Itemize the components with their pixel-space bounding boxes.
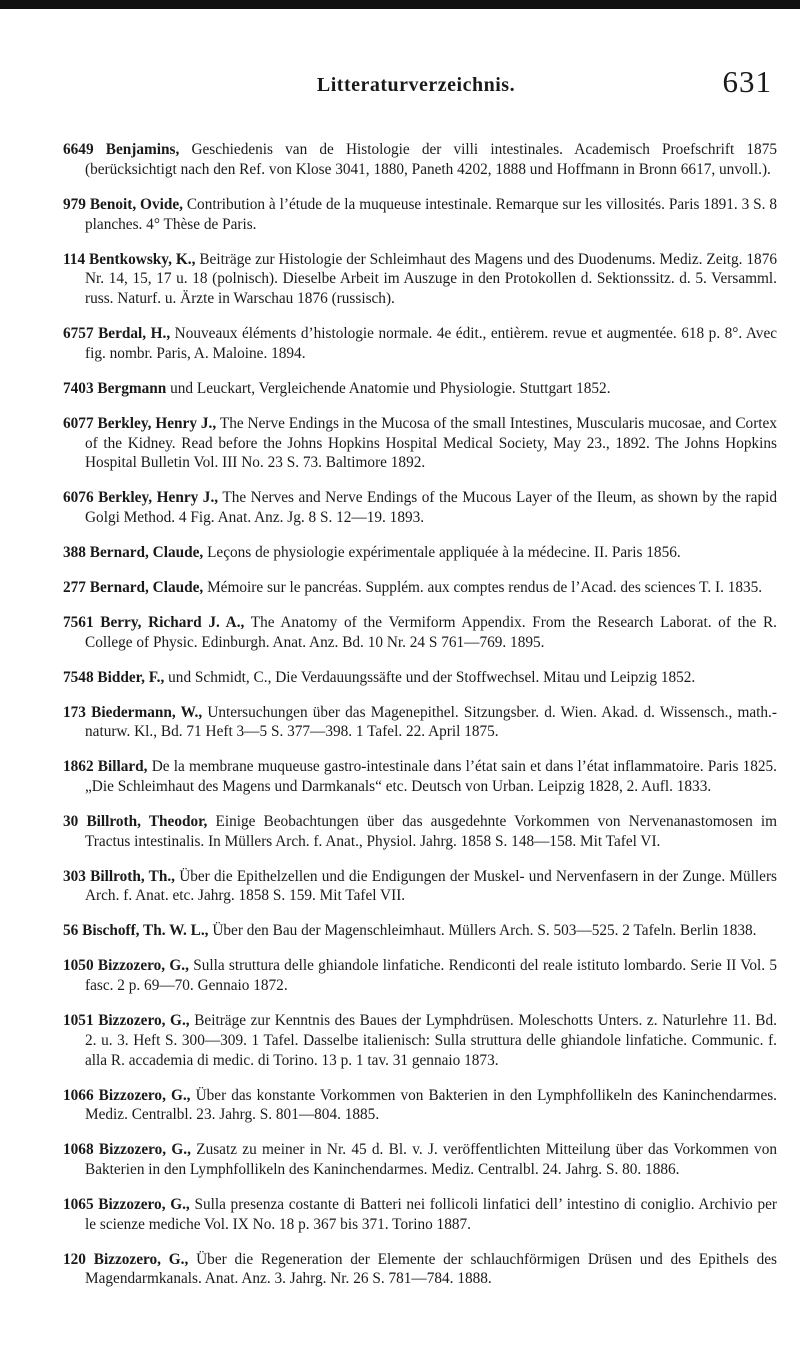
entry-author: Berkley, Henry J.,	[98, 489, 219, 507]
page-number: 631	[722, 64, 772, 99]
entry-text: The Nerve Endings in the Mucosa of the small Intestines, Muscularis mucosae, and Cortex of the Kidney. Read before the Johns Hopkins Hospital Medical Society, May 23., 1892. The Johns Hopkins Hospital Bulletin Vol. III No. 23 S. 73. Baltimore 1892.	[85, 414, 777, 472]
entry-text: Über das konstante Vorkommen von Bakterien in den Lymphfollikeln des Kaninchendarmes. Mediz. Centralbl. 23. Jahrg. S. 801—804. 1885.	[85, 1086, 778, 1124]
entry-text: Einige Beobachtungen über das ausgedehnte Vorkommen von Nervenanastomosen im Tractus intestinalis. In Müllers Arch. f. Anat., Physiol. Jahrg. 1858 S. 148—158. Mit Tafel VI.	[85, 813, 778, 850]
entry-number: 6649	[63, 141, 94, 159]
running-title: Litteraturverzeichnis.	[316, 74, 516, 96]
entry-author: Berkley, Henry J.,	[97, 414, 217, 432]
entry-text: Beiträge zur Kenntnis des Baues der Lymphdrüsen. Moleschotts Unters. z. Naturlehre 11. Bd. 2. u. 3. Heft S. 300—309. 1 Tafel. Dasselbe italienisch: Sulla struttura delle ghiandole linfatiche. Communic. f. alla R. accademia di medic. di Torino. 13 p. 1 tav. 31 gennaio 1873.	[85, 1012, 777, 1069]
page-header	[60, 64, 772, 112]
entry-text: und Leuckart, Vergleichende Anatomie und Physiologie. Stuttgart 1852.	[170, 379, 611, 397]
entry-text: Über den Bau der Magenschleimhaut. Müllers Arch. S. 503—525. 2 Tafeln. Berlin 1838.	[212, 922, 757, 940]
entry-number: 7548	[63, 668, 94, 686]
entry-text: Sulla presenza costante di Batteri nei follicoli linfatici dell’ intestino di coniglio. Archivio per le scienze mediche Vol. IX No. 18 p. 367 bis 371. Torino 1887.	[85, 1195, 778, 1233]
entry-author: Billroth, Th.,	[90, 867, 175, 885]
entry-author: Berry, Richard J. A.,	[100, 613, 245, 631]
entry-author: Bischoff, Th. W. L.,	[82, 922, 209, 940]
entry-author: Bernard, Claude,	[89, 578, 204, 596]
entry-author: Bentkowsky, K.,	[89, 250, 196, 268]
entry-text: Untersuchungen über das Magenepithel. Sitzungsber. d. Wien. Akad. d. Wissensch., math.-naturw. Kl., Bd. 71 Heft 3—5 S. 377—398. 1 Tafel. 22. April 1875.	[85, 703, 777, 741]
entry-author: Bizzozero, G.,	[98, 1086, 191, 1104]
entry-text: Sulla struttura delle ghiandole linfatiche. Rendiconti del reale istituto lombardo. Serie II Vol. 5 fasc. 2 p. 69—70. Gennaio 1872.	[85, 957, 778, 995]
bibliography-entry	[63, 1195, 777, 1234]
entry-author: Bidder, F.,	[97, 668, 165, 686]
entry-text: Nouveaux éléments d’histologie normale. 4e édit., entièrem. revue et augmentée. 618 p. 8°. Avec fig. nombr. Paris, A. Maloine. 1894.	[85, 325, 778, 362]
bibliography-entry	[63, 1140, 777, 1179]
entry-number: 979	[63, 196, 86, 213]
entry-number: 6077	[63, 414, 94, 432]
entry-text: Mémoire sur le pancréas. Supplém. aux comptes rendus de l’Acad. des sciences T. I. 1835.	[207, 578, 763, 596]
entry-number: 6757	[63, 325, 94, 343]
top-border	[0, 0, 800, 9]
entry-text: The Nerves and Nerve Endings of the Mucous Layer of the Ileum, as shown by the rapid Golgi Method. 4 Fig. Anat. Anz. Jg. 8 S. 12—19. 1893.	[85, 489, 777, 526]
bibliography-entry	[63, 668, 777, 688]
bibliography-entry	[63, 324, 777, 363]
bibliography-entry	[63, 703, 777, 742]
entry-number: 56	[63, 922, 79, 940]
entry-text: Geschiedenis van de Histologie der villi intestinales. Academisch Proefschrift 1875 (berücksichtigt nach den Ref. von Klose 3041, 1880, Paneth 4202, 1888 und Hoffmann in Bronn 6617, unvoll.).	[85, 141, 778, 178]
entry-text: Leçons de physiologie expérimentale appliquée à la médecine. II. Paris 1856.	[207, 543, 681, 561]
entry-author: Billroth, Theodor,	[86, 813, 208, 831]
entry-number: 7403	[63, 379, 94, 397]
bibliography-entry	[63, 1011, 777, 1070]
entry-text: und Schmidt, C., Die Verdauungssäfte und der Stoffwechsel. Mitau und Leipzig 1852.	[168, 668, 696, 686]
entry-text: Über die Epithelzellen und die Endigungen der Muskel- und Nervenfasern in der Zunge. Müllers Arch. f. Anat. etc. Jahrg. 1858 S. 159. Mit Tafel VII.	[85, 867, 777, 905]
entry-number: 303	[63, 867, 86, 885]
entry-number: 173	[63, 703, 86, 721]
entry-text: Zusatz zu meiner in Nr. 45 d. Bl. v. J. veröffentlichten Mitteilung über das Vorkommen von Bakterien in den Lymphfollikeln des Kaninchendarmes. Mediz. Centralbl. 24. Jahrg. S. 80. 1886.	[85, 1141, 777, 1178]
entry-author: Bergmann	[97, 379, 167, 397]
entry-author: Bizzozero, G.,	[98, 1141, 191, 1159]
entry-author: Bernard, Claude,	[89, 543, 204, 561]
entry-number: 1862	[63, 758, 94, 776]
bibliography-entry	[63, 1250, 777, 1289]
bibliography-entry	[63, 867, 777, 906]
bibliography-entry	[63, 613, 777, 652]
entry-number: 277	[63, 578, 86, 596]
entry-text: De la membrane muqueuse gastro-intestinale dans l’état sain et dans l’état inflammatoire. Paris 1825. „Die Schleimhaut des Magens und Darmkanals“ etc. Deutsch von Urban. Leipzig 1828, 2. Aufl. 1833.	[85, 758, 777, 796]
entry-author: Billard,	[97, 758, 148, 776]
entry-number: 30	[63, 813, 79, 831]
bibliography-entry	[63, 921, 777, 941]
bibliography-entry	[63, 1086, 777, 1125]
entry-author: Bizzozero, G.,	[98, 1012, 190, 1030]
bibliography-entry	[63, 543, 777, 563]
bibliography-entry	[63, 488, 777, 527]
entry-text: Beiträge zur Histologie der Schleimhaut des Magens und des Duodenums. Mediz. Zeitg. 1876 Nr. 14, 15, 17 u. 18 (polnisch). Dieselbe Arbeit im Auszuge in den Protokollen d. Sektionssitz. d. 5. Versamml. russ. Naturf. u. Ärzte in Warschau 1876 (russisch).	[85, 250, 778, 308]
bibliography-list	[63, 125, 777, 1295]
entry-number: 120	[63, 1250, 86, 1268]
entry-author: Benoit, Ovide,	[89, 196, 183, 213]
bibliography-entry	[63, 195, 777, 234]
entry-number: 1068	[63, 1141, 94, 1159]
entry-text: Contribution à l’étude de la muqueuse intestinale. Remarque sur les villosités. Paris 1891. 3 S. 8 planches. 4° Thèse de Paris.	[85, 196, 778, 233]
entry-number: 114	[63, 250, 86, 268]
bibliography-entry	[63, 578, 777, 598]
entry-number: 1051	[63, 1012, 94, 1030]
bibliography-entry	[63, 140, 777, 179]
bibliography-entry	[63, 956, 777, 995]
entry-author: Bizzozero, G.,	[97, 957, 189, 975]
bibliography-entry	[63, 379, 777, 399]
entry-author: Bizzozero, G.,	[93, 1250, 189, 1268]
entry-number: 1050	[63, 957, 94, 975]
bibliography-entry	[63, 414, 777, 473]
bibliography-entry	[63, 757, 777, 796]
bibliography-entry	[63, 812, 777, 851]
entry-number: 388	[63, 543, 86, 561]
entry-author: Biedermann, W.,	[91, 703, 203, 721]
entry-number: 7561	[63, 613, 94, 631]
entry-author: Berdal, H.,	[98, 325, 171, 343]
entry-author: Bizzozero, G.,	[98, 1195, 190, 1213]
entry-number: 1066	[63, 1086, 94, 1104]
entry-author: Benjamins,	[105, 141, 180, 159]
entry-number: 1065	[63, 1195, 94, 1213]
entry-text: Über die Regeneration der Elemente der schlauchförmigen Drüsen und des Epithels des Magendarmkanals. Anat. Anz. 3. Jahrg. Nr. 26 S. 781—784. 1888.	[85, 1250, 778, 1288]
entry-text: The Anatomy of the Vermiform Appendix. From the Research Laborat. of the R. College of Physic. Edinburgh. Anat. Anz. Bd. 10 Nr. 24 S 761—769. 1895.	[85, 613, 777, 651]
bibliography-entry	[63, 250, 777, 309]
entry-number: 6076	[63, 489, 94, 507]
